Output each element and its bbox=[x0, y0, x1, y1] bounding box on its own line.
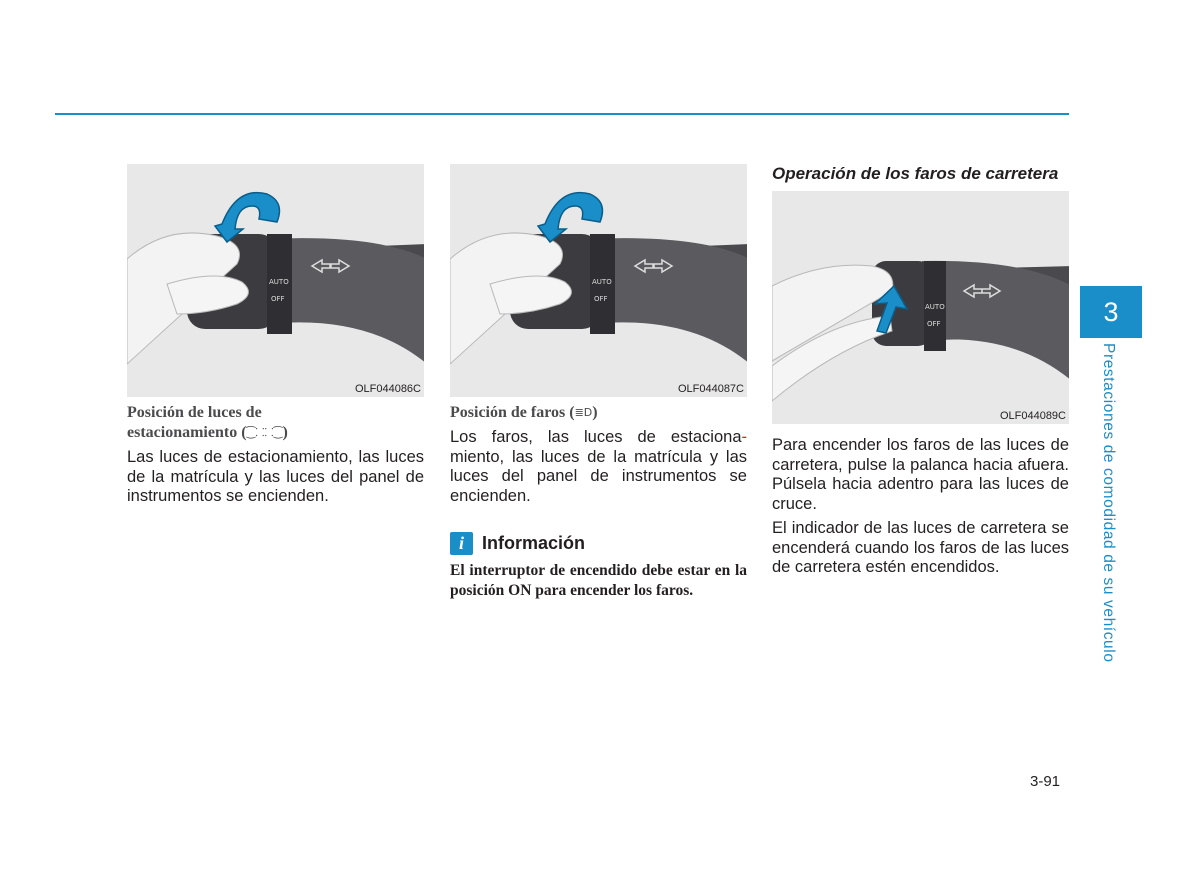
parking-lights-heading: Posición de luces de estacionamiento (⁐⸬⸬⁐) bbox=[127, 404, 288, 441]
high-beam-para-1: Para encender los faros de las luces de carretera, pulse la palanca hacia afuera. Púlsela hacia adentro para las luces de cruce. bbox=[772, 436, 1069, 513]
parking-light-icon: ⁐⸬⸬⁐ bbox=[246, 426, 283, 439]
high-beam-body bbox=[772, 436, 1069, 578]
info-text: El interruptor de encendido debe estar en la posición ON para encender los faros. bbox=[450, 562, 747, 599]
stalk-illustration bbox=[772, 191, 1069, 424]
figure-code: OLF044086C bbox=[354, 383, 421, 395]
parking-lights-body: Las luces de estacionamiento, las luces de la matrícula y las luces del panel de instrumentos se encienden. bbox=[127, 448, 424, 505]
high-beam-para-2: El indicador de las luces de carretera se encenderá cuando los faros de las luces de carretera estén encendidos. bbox=[772, 519, 1069, 576]
page-number: 3-91 bbox=[1030, 773, 1061, 790]
headlight-icon: ≣D bbox=[574, 406, 593, 419]
svg-text:OFF: OFF bbox=[927, 320, 941, 328]
column-high-beam bbox=[772, 164, 1069, 578]
stalk-illustration bbox=[450, 164, 747, 397]
svg-text:OFF: OFF bbox=[271, 295, 285, 303]
column-headlights bbox=[450, 164, 747, 600]
figure-headlights bbox=[450, 164, 747, 397]
top-rule bbox=[55, 113, 1069, 115]
stalk-illustration bbox=[127, 164, 424, 397]
svg-text:OFF: OFF bbox=[594, 295, 608, 303]
headlights-body: Los faros, las luces de estaciona- miento, las luces de la matrícula y las luces del panel de instrumentos se encienden. bbox=[450, 428, 747, 505]
svg-text:AUTO: AUTO bbox=[592, 278, 612, 286]
column-parking-lights bbox=[127, 164, 424, 507]
info-icon: i bbox=[450, 532, 473, 555]
chapter-number: 3 bbox=[1080, 286, 1142, 338]
svg-text:AUTO: AUTO bbox=[925, 303, 945, 311]
figure-parking-lights bbox=[127, 164, 424, 397]
high-beam-title: Operación de los faros de carretera bbox=[772, 164, 1059, 183]
svg-text:AUTO: AUTO bbox=[269, 278, 289, 286]
figure-code: OLF044089C bbox=[999, 410, 1066, 422]
info-label: Información bbox=[482, 533, 586, 553]
chapter-title: Prestaciones de comodidad de su vehículo bbox=[1100, 343, 1117, 663]
figure-code: OLF044087C bbox=[677, 383, 744, 395]
headlights-heading: Posición de faros (≣D) bbox=[450, 404, 598, 421]
info-heading bbox=[450, 532, 747, 555]
figure-high-beam bbox=[772, 191, 1069, 424]
